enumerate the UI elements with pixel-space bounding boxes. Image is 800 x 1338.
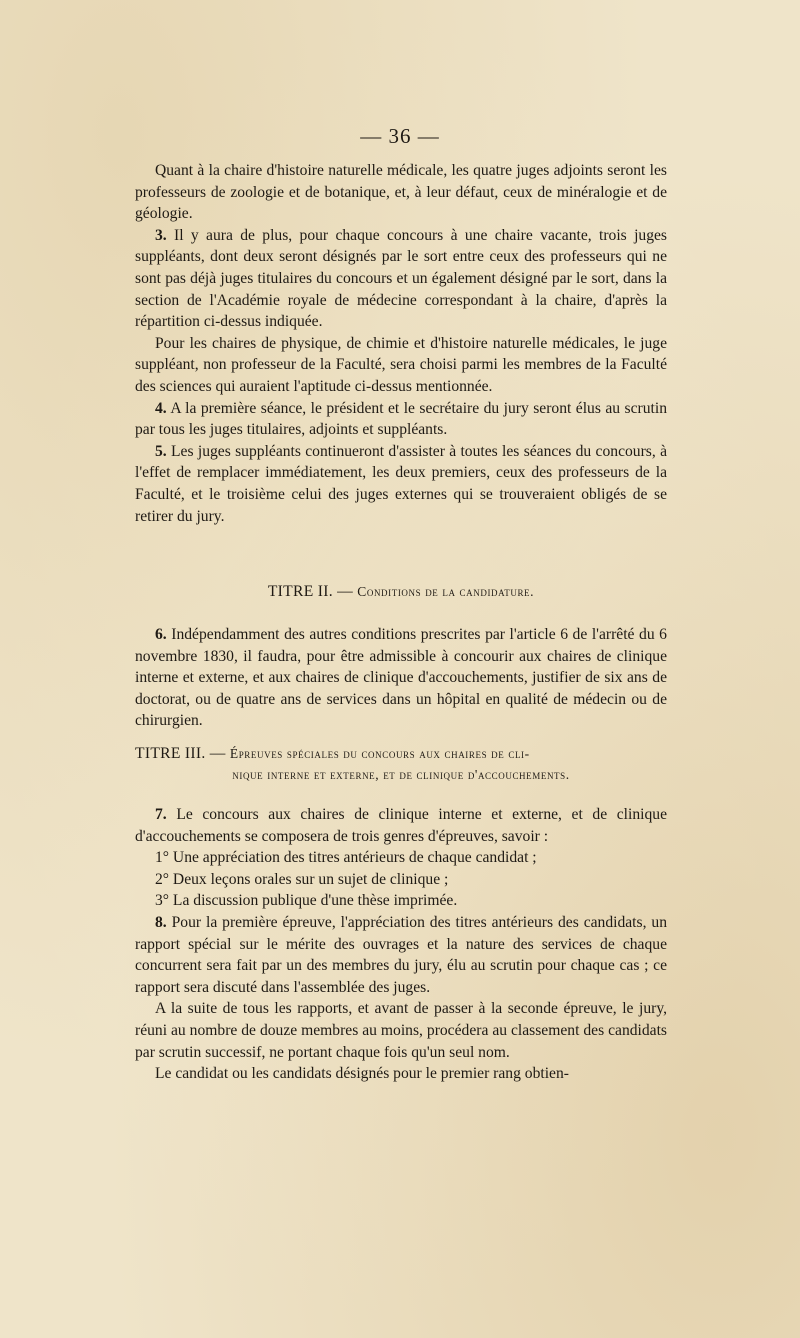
page-number: — 36 — — [360, 124, 440, 148]
paragraph-text: Le concours aux chaires de clinique interne et externe, et de clinique d'accouchements se composera de trois genres d'épreuves, savoir : — [135, 806, 667, 845]
text-section-3 — [135, 804, 667, 1085]
paragraph-text: Les juges suppléants continueront d'assister à toutes les séances du concours, à l'effet de remplacer immédiatement, les deux premiers, ceux des professeurs de la Faculté, et le troisième celui des juges externes qui se trouveraient obligés de se retirer du jury. — [135, 442, 667, 525]
section-heading-titre-3 — [135, 743, 667, 785]
text-section-2 — [135, 624, 667, 732]
article-6 — [135, 624, 667, 732]
titre-label: TITRE II. — [267, 583, 333, 600]
paragraph-text: Indépendamment des autres conditions prescrites par l'article 6 de l'arrêté du 6 novembre 1830, il faudra, pour être admissible à concourir aux chaires de clinique interne et externe, et aux chaires de clinique d'accouchements, justifier de six ans de doctorat, ou de quatre ans de services dans un hôpital en qualité de médecin ou de chirurgien. — [135, 626, 667, 730]
titre-subtitle: Conditions de la candidature. — [357, 584, 535, 599]
list-item: 2° Deux leçons orales sur un sujet de clinique ; — [155, 870, 449, 888]
paragraph-text: Quant à la chaire d'histoire naturelle médicale, les quatre juges adjoints seront les professeurs de zoologie et de botanique, et, à leur défaut, ceux de minéralogie et de géologie. — [135, 162, 667, 223]
article-number: 5. — [155, 442, 167, 460]
section-heading-titre-2 — [135, 581, 667, 602]
article-3 — [135, 225, 667, 333]
article-number: 6. — [155, 626, 167, 643]
article-number: 8. — [155, 913, 167, 931]
paragraph-text: A la suite de tous les rapports, et avant de passer à la seconde épreuve, le jury, réuni au nombre de douze membres au moins, procédera au classement des candidats par scrutin successif, ne portant chaque fois qu'un seul nom. — [135, 1000, 667, 1061]
titre-subtitle-line-1: Épreuves spéciales du concours aux chaires de cli- — [229, 746, 530, 761]
text-section-1 — [135, 160, 667, 527]
paragraph-text: Le candidat ou les candidats désignés pour le premier rang obtien- — [155, 1065, 569, 1083]
paragraph-text: Pour les chaires de physique, de chimie et d'histoire naturelle médicales, le juge suppléant, non professeur de la Faculté, sera choisi parmi les membres de la Faculté des sciences qui auraient l'aptitude ci-dessus mentionnée. — [135, 334, 667, 395]
heading-dash: — — [337, 583, 354, 600]
article-number: 7. — [155, 806, 167, 823]
paragraph — [135, 160, 667, 225]
article-8 — [135, 912, 667, 998]
article-4 — [135, 398, 667, 441]
list-item: 1° Une appréciation des titres antérieurs de chaque candidat ; — [155, 849, 537, 867]
article-5 — [135, 441, 667, 527]
paragraph-text: Pour la première épreuve, l'appréciation des titres antérieurs des candidats, un rapport spécial sur le mérite des ouvrages et la nature des services de chaque concurrent sera fait par un des membres du jury, élu au scrutin pour chaque cas ; ce rapport sera discuté dans l'assemblée des juges. — [135, 913, 667, 996]
list-item: 3° La discussion publique d'une thèse imprimée. — [155, 892, 458, 910]
paragraph — [135, 1063, 667, 1085]
paragraph — [135, 998, 667, 1063]
article-7 — [135, 804, 667, 847]
titre-label: TITRE III. — [135, 745, 206, 762]
heading-dash: — — [209, 745, 226, 762]
article-number: 3. — [155, 226, 167, 244]
paragraph-text: Il y aura de plus, pour chaque concours à une chaire vacante, trois juges suppléants, dont deux seront désignés par le sort entre ceux des professeurs qui ne sont pas déjà juges titulaires du concours et un également désigné par le sort, dans la section de l'Académie royale de médecine correspondant à la chaire, d'après la répartition ci-dessus indiquée. — [135, 226, 667, 331]
paragraph — [135, 333, 667, 398]
paragraph-text: A la première séance, le président et le secrétaire du jury seront élus au scrutin par tous les juges titulaires, adjoints et suppléants. — [135, 399, 667, 439]
article-number: 4. — [155, 399, 167, 417]
titre-subtitle-line-2: nique interne et externe, et de clinique d'accouchements. — [232, 767, 570, 782]
